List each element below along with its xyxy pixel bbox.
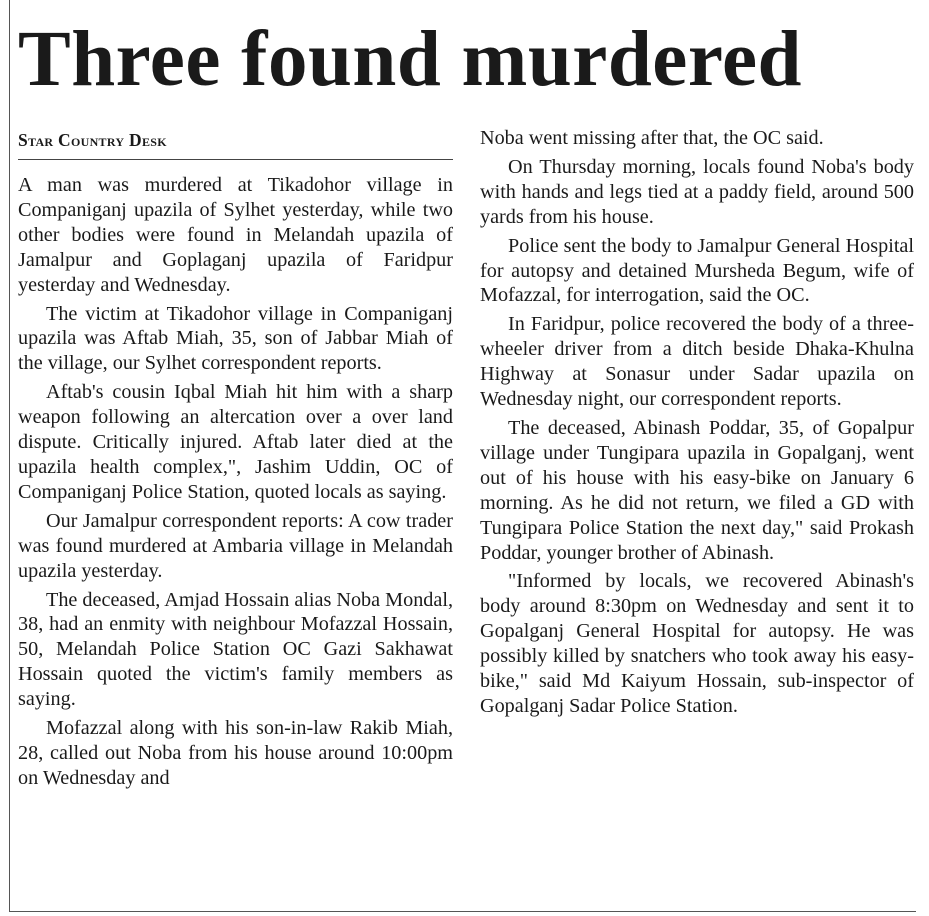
paragraph: Noba went missing after that, the OC said. bbox=[480, 127, 824, 149]
paragraph: In Faridpur, police recovered the body of a three-wheeler driver from a ditch beside Dhaka-Khulna Highway at Sonasur under Sadar upazila on Wednesday night, our correspondent reports. bbox=[480, 313, 914, 411]
paragraph: The deceased, Abinash Poddar, 35, of Gopalpur village under Tungipara upazila in Gopalganj, went out of his house with his easy-bike on January 6 morning. As he did not return, we filed a GD with Tungipara Police Station the next day," said Prokash Poddar, younger brother of Abinash. bbox=[480, 416, 914, 564]
bottom-divider bbox=[9, 911, 916, 912]
right-column bbox=[480, 126, 914, 719]
paragraph: Aftab's cousin Iqbal Miah hit him with a sharp weapon following an altercation over a over land dispute. Critically injured. Aftab later died at the upazila health complex,", Jashim Uddin, OC of Companiganj Police Station, quoted locals as saying. bbox=[18, 381, 453, 503]
paragraph: "Informed by locals, we recovered Abinash's body around 8:30pm on Wednesday and sent it to Gopalganj General Hospital for autopsy. He was possibly killed by snatchers who took away his easy-bike," said Md Kaiyum Hossain, sub-inspector of Gopalganj Sadar Police Station. bbox=[480, 570, 914, 717]
paragraph: Our Jamalpur correspondent reports: A cow trader was found murdered at Ambaria village in Melandah upazila yesterday. bbox=[18, 509, 453, 582]
paragraph: Mofazzal along with his son-in-law Rakib Miah, 28, called out Noba from his house around 10:00pm on Wednesday and bbox=[18, 717, 453, 789]
paragraph: The deceased, Amjad Hossain alias Noba Mondal, 38, had an enmity with neighbour Mofazzal Hossain, 50, Melandah Police Station OC Gazi Sakhawat Hossain quoted the victim's family members as saying. bbox=[18, 588, 454, 711]
article-headline: Three found murdered bbox=[18, 16, 802, 103]
paragraph: Police sent the body to Jamalpur General Hospital for autopsy and detained Mursheda Begum, wife of Mofazzal, for interrogation, said the OC. bbox=[480, 234, 914, 307]
paragraph: A man was murdered at Tikadohor village in Companiganj upazila of Sylhet yesterday, while two other bodies were found in Melandah upazila of Jamalpur and Goplaganj upazila of Faridpur yesterday and Wednesday. bbox=[18, 174, 453, 296]
byline-divider bbox=[18, 159, 453, 160]
paragraph: On Thursday morning, locals found Noba's body with hands and legs tied at a paddy field, around 500 yards from his house. bbox=[480, 155, 914, 228]
left-column bbox=[18, 173, 453, 791]
paragraph: The victim at Tikadohor village in Companiganj upazila was Aftab Miah, 35, son of Jabbar Miah of the village, our Sylhet correspondent reports. bbox=[18, 302, 453, 375]
byline: Star Country Desk bbox=[18, 130, 167, 150]
